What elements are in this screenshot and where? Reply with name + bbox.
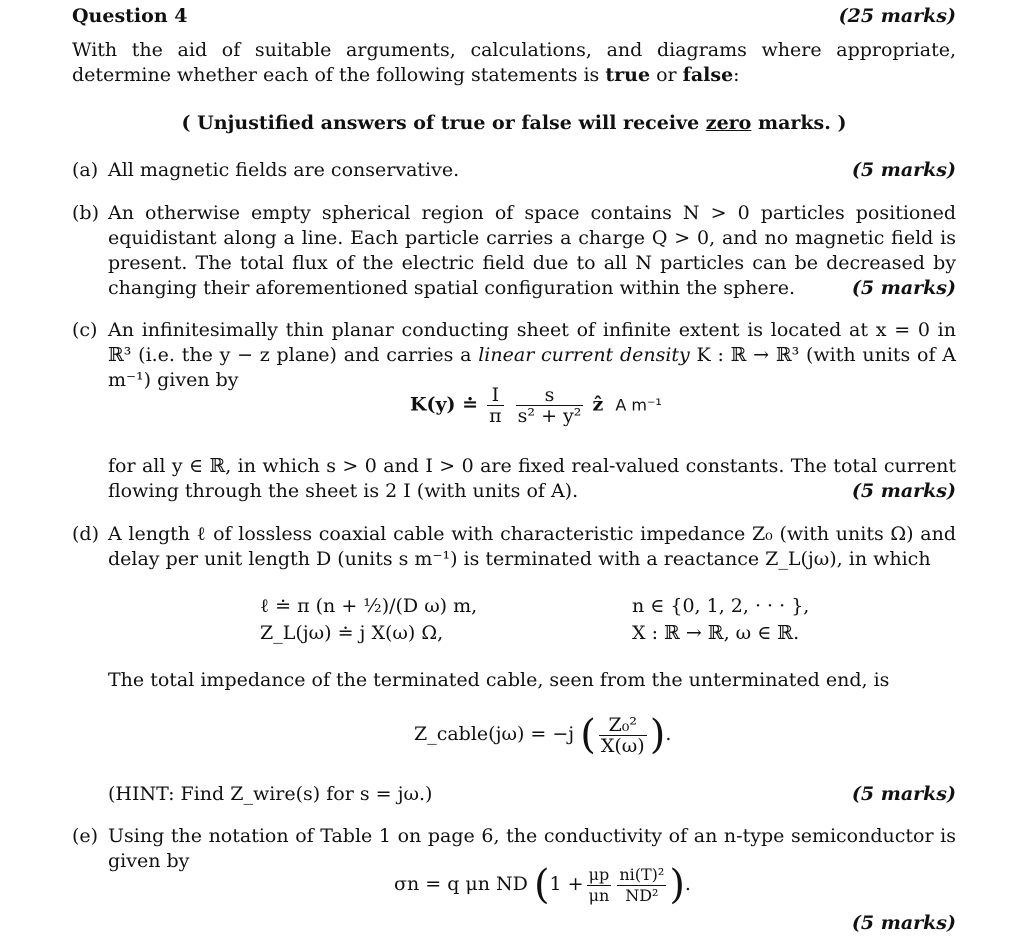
part-c-text-before: An infinitesimally thin planar conducting sheet of infinite extent is located at x = 0 in ℝ³ (i.e. the y − z plane) and carries a <box>108 319 956 366</box>
part-b-text: An otherwise empty spherical region of space contains N > 0 particles positioned equidistant along a line. Each particle carries a charge Q > 0, and no magnetic field is present. The total flux of the electric field due to all N particles can be decreased by changing their aforementioned spatial configuration within the sphere. <box>108 202 956 299</box>
part-d-hint: (HINT: Find Z_wire(s) for s = jω.) <box>108 783 433 805</box>
eq-e-frac1 <box>587 865 612 906</box>
eq-e-f2-num: ni(T)² <box>619 864 665 884</box>
part-d-equation3 <box>414 712 671 758</box>
eq-d-frac <box>599 715 647 756</box>
part-b-marks: (5 marks) <box>851 277 956 299</box>
part-d-cont <box>72 668 956 693</box>
warning-notice <box>72 111 956 136</box>
eq-c-frac1-den: π <box>489 405 502 427</box>
part-a <box>72 158 956 183</box>
eq-c-lhs: K(y) ≐ <box>410 393 479 416</box>
part-d-marks: (5 marks) <box>851 783 956 805</box>
question-title: Question 4 <box>72 5 188 27</box>
intro-text: With the aid of suitable arguments, calculations, and diagrams where appropriate, determine whether each of the following statements is <box>72 39 956 86</box>
part-d-eq1-right: n ∈ {0, 1, 2, · · · }, <box>632 595 810 617</box>
eq-d-lhs: Z_cable(jω) = −j <box>414 723 575 745</box>
exam-page <box>72 0 956 945</box>
eq-e-frac2 <box>617 865 666 906</box>
eq-e-one: 1 + <box>549 873 584 895</box>
part-a-label: (a) <box>72 159 99 181</box>
part-c-equation <box>410 385 662 426</box>
intro-true: true <box>605 64 651 86</box>
intro-false: false <box>682 64 734 86</box>
warning-after: marks. ) <box>751 112 847 134</box>
intro-colon: : <box>733 64 740 86</box>
part-d-label: (d) <box>72 523 99 545</box>
eq-c-units: A m⁻¹ <box>615 395 662 415</box>
part-c-marks: (5 marks) <box>851 480 956 502</box>
intro-or: or <box>650 64 683 86</box>
part-b <box>72 201 956 301</box>
eq-e-paren-right: ) <box>669 862 685 908</box>
warning-zero: zero <box>705 112 752 134</box>
part-e-text: Using the notation of Table 1 on page 6, the conductivity of an n-type semiconductor is given by <box>108 825 956 872</box>
part-c-text2: for all y ∈ ℝ, in which s > 0 and I > 0 are fixed real-valued constants. The total current flowing through the sheet is 2 I (with units of A). <box>108 455 956 502</box>
part-b-label: (b) <box>72 202 99 224</box>
part-a-text: All magnetic fields are conservative. <box>108 159 460 181</box>
eq-c-frac1-num: I <box>487 385 504 406</box>
part-e-equation <box>394 862 691 908</box>
question-intro <box>72 38 956 88</box>
part-c-text <box>108 318 956 393</box>
eq-d-paren-left: ( <box>580 712 596 758</box>
part-d-eq2-right: X : ℝ → ℝ, ω ∈ ℝ. <box>632 622 800 644</box>
eq-c-unit-vector: ẑ <box>592 393 604 416</box>
part-c-text-italic: linear current density <box>478 344 690 366</box>
eq-e-f1-den: μn <box>588 885 610 905</box>
part-d-eq1-left: ℓ ≐ π (n + ½)/(D ω) m, <box>260 595 478 617</box>
eq-d-end: . <box>665 723 672 745</box>
warning-before: ( Unjustified answers of true or false will receive <box>181 112 706 134</box>
part-c <box>72 318 956 393</box>
part-d-hint-row <box>72 782 956 807</box>
eq-c-frac2-den: s² + y² <box>517 405 582 427</box>
part-e-label: (e) <box>72 825 99 847</box>
eq-d-den: X(ω) <box>600 734 645 757</box>
eq-d-paren-right: ) <box>649 712 666 758</box>
question-total-marks: (25 marks) <box>838 5 956 27</box>
part-a-marks: (5 marks) <box>851 159 956 181</box>
eq-e-end: . <box>684 873 691 895</box>
part-d-text: A length ℓ of lossless coaxial cable with characteristic impedance Z₀ (with units Ω) and delay per unit length D (units s m⁻¹) is terminated with a reactance Z_L(jω), in which <box>108 523 956 570</box>
eq-c-frac1 <box>487 385 504 426</box>
eq-e-f2-den: ND² <box>625 885 659 905</box>
eq-c-frac2-num: s <box>516 385 584 406</box>
part-d <box>72 522 956 572</box>
part-c-label: (c) <box>72 319 98 341</box>
part-d-text2: The total impedance of the terminated cable, seen from the unterminated end, is <box>108 669 890 691</box>
eq-e-lhs: σn = q μn ND <box>394 873 528 895</box>
part-e-marks-row <box>72 911 956 936</box>
eq-e-paren-left: ( <box>533 862 550 908</box>
part-c-text-after: K : ℝ → ℝ³ (with units of A m⁻¹) given by <box>108 344 956 391</box>
eq-d-num: Z₀² <box>599 715 647 736</box>
part-d-eq2-left: Z_L(jω) ≐ j X(ω) Ω, <box>260 622 444 644</box>
part-e-marks: (5 marks) <box>851 912 956 934</box>
question-header <box>72 4 956 29</box>
eq-e-f1-num: μp <box>587 865 612 886</box>
eq-c-frac2 <box>516 385 584 426</box>
part-c-cont <box>72 454 956 504</box>
